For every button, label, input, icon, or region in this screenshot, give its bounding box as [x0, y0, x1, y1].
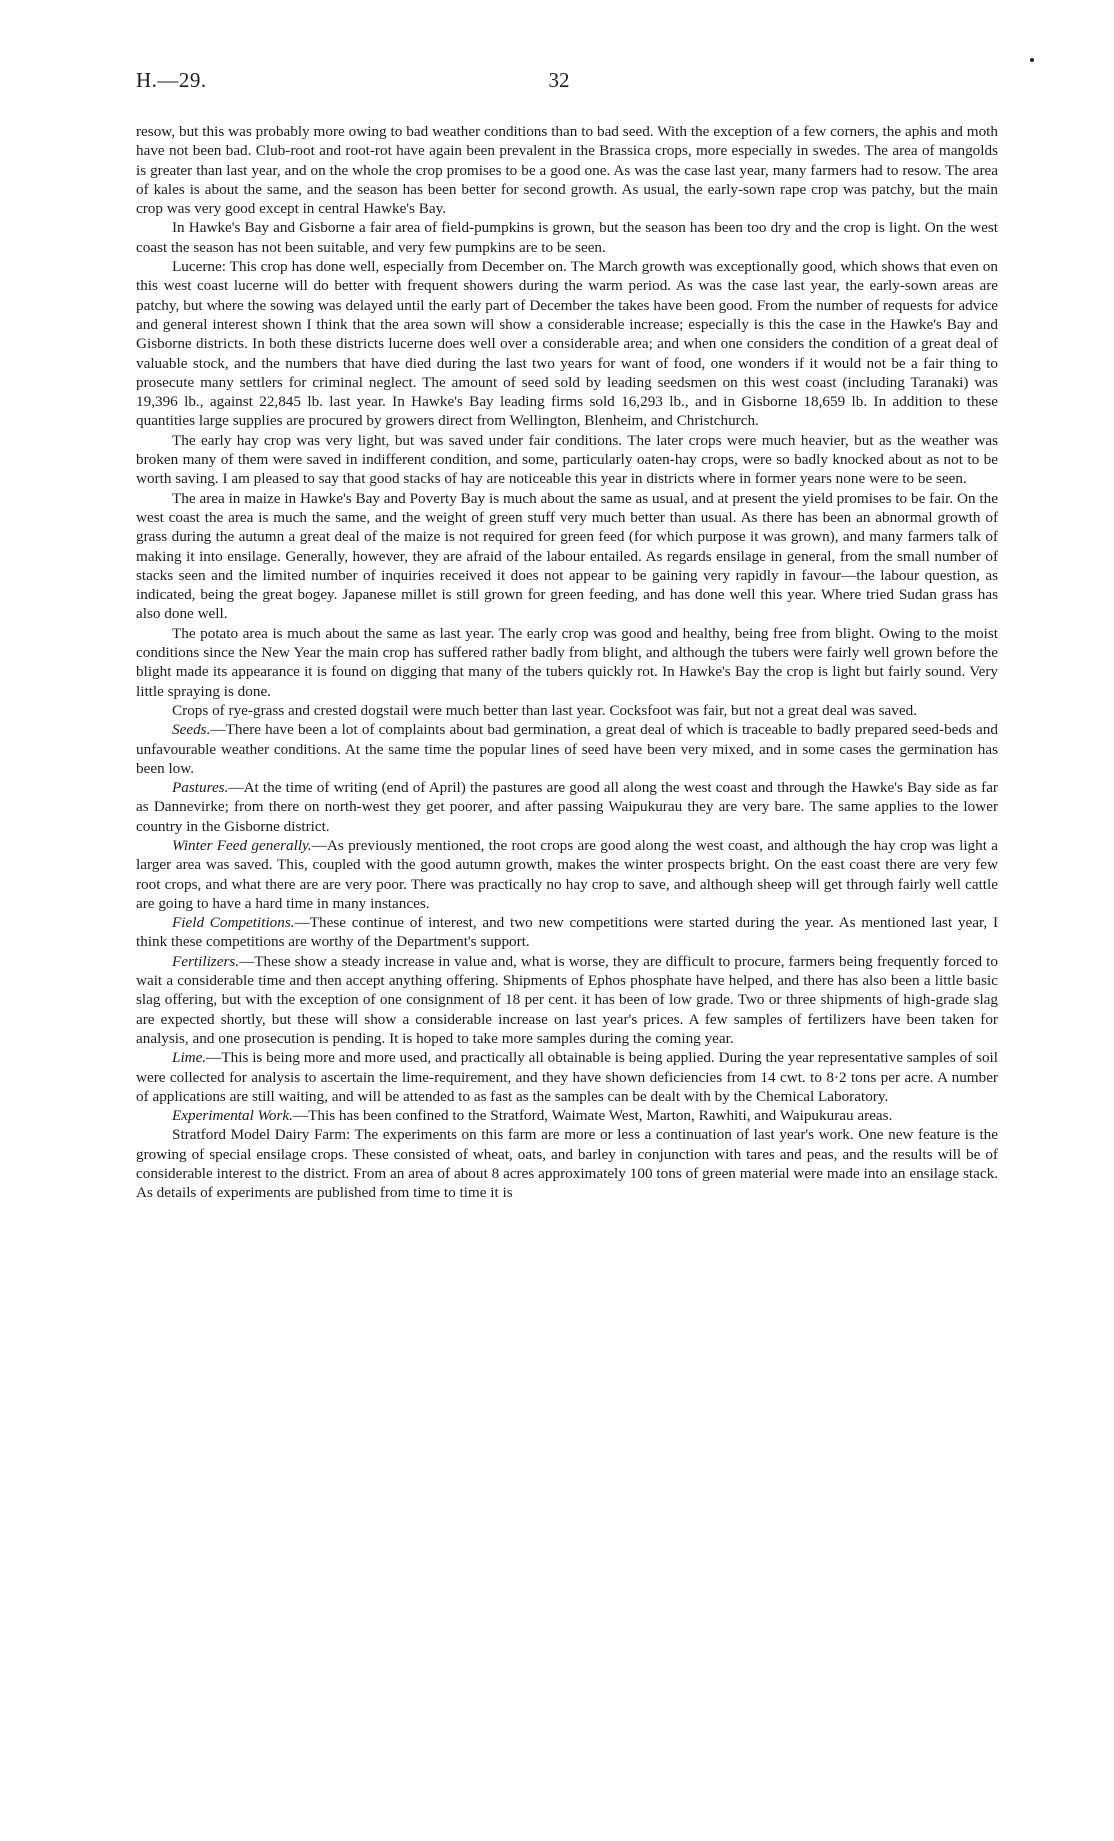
paragraph	[136, 218, 998, 257]
paragraph-text: Crops of rye-grass and crested dogstail were much better than last year. Cocksfoot was fair, but not a great deal was saved.	[172, 701, 918, 719]
body-text	[136, 122, 998, 1203]
paragraph	[136, 624, 998, 701]
paragraph-text: The potato area is much about the same as last year. The early crop was good and healthy, being free from blight. Owing to the moist conditions since the New Year the main crop has suffered rather badly from blight, and although the tubers were fairly well grown before the blight made its appearance it is found on digging that many of the tubers quickly rot. In Hawke's Bay the crop is light but fairly sound. Very little spraying is done.	[136, 624, 998, 700]
paragraph-text: resow, but this was probably more owing to bad weather conditions than to bad seed. With the exception of a few corners, the aphis and moth have not been bad. Club-root and root-rot have again been prevalent in the Brassica crops, more especially in swedes. The area of mangolds is greater than last year, and on the whole the crop promises to be a good one. As was the case last year, many farmers had to resow. The area of kales is about the same, and the season has been better for second growth. As usual, the early-sown rape crop was patchy, but the main crop was very good except in central Hawke's Bay.	[136, 123, 998, 218]
paragraph-text: —There have been a lot of complaints about bad germination, a great deal of which is traceable to badly prepared seed-beds and unfavourable weather conditions. At the same time the popular lines of seed have been very mixed, and in some cases the germination has been low.	[136, 721, 998, 777]
section-lead: Winter Feed generally.	[172, 836, 312, 854]
section-lead: Fertilizers.	[172, 952, 240, 970]
paragraph-text: —This is being more and more used, and practically all obtainable is being applied. During the year representative samples of soil were collected for analysis to ascertain the lime-requirement, and they have shown deficiencies from 14 cwt. to 8·2 tons per acre. A number of applications are still waiting, and will be attended to as fast as the samples can be dealt with by the Chemical Laboratory.	[136, 1049, 998, 1105]
paragraph	[136, 257, 998, 431]
paragraph	[136, 489, 998, 624]
paragraph	[136, 913, 998, 952]
section-lead: Experimental Work.	[172, 1107, 293, 1125]
paragraph-text: —These continue of interest, and two new competitions were started during the year. As mentioned last year, I think these competitions are worthy of the Department's support.	[136, 914, 998, 951]
paragraph	[136, 701, 998, 720]
document-reference: H.—29.	[136, 68, 207, 92]
paragraph-text: Lucerne: This crop has done well, especially from December on. The March growth was exceptionally good, which shows that even on this west coast lucerne will do better with frequent showers during the warm period. As was the case last year, the early-sown areas are patchy, but where the sowing was delayed until the early part of December the takes have been good. From the number of requests for advice and general interest shown I think that the area sown will show a considerable increase; especially is this the case in the Hawke's Bay and Gisborne districts. In both these districts lucerne does well over a considerable area; and when one considers the condition of a great deal of valuable stock, and the numbers that have died during the last two years for want of food, one wonders if it would not be a fair thing to prosecute many settlers for criminal neglect. The amount of seed sold by leading seedsmen on this west coast (including Taranaki) was 19,396 lb., against 22,845 lb. last year. In Hawke's Bay leading firms sold 16,293 lb., and in Gisborne 18,659 lb. In addition to these quantities large supplies are procured by growers direct from Wellington, Blenheim, and Christchurch.	[136, 258, 998, 430]
paragraph-text: —This has been confined to the Stratford, Waimate West, Marton, Rawhiti, and Waipukurau areas.	[292, 1107, 893, 1125]
paragraph-text: —These show a steady increase in value and, what is worse, they are difficult to procure, farmers being frequently forced to wait a considerable time and then accept anything offering. Shipments of Ephos phosphate have helped, and there has also been a little basic slag offering, but with the exception of one consignment of 18 per cent. it has been of low grade. Two or three shipments of high-grade slag are expected shortly, but these will show a considerable increase on last year's prices. A few samples of fertilizers have been taken for analysis, and one prosecution is pending. It is hoped to take more samples during the coming year.	[136, 952, 998, 1047]
paragraph	[136, 952, 998, 1048]
paragraph-text: Stratford Model Dairy Farm: The experiments on this farm are more or less a continuation of last year's work. One new feature is the growing of special ensilage crops. These consisted of wheat, oats, and barley in conjunction with tares and peas, and the results will be of considerable interest to the district. From an area of about 8 acres approximately 100 tons of green material were made into an ensilage stack. As details of experiments are published from time to time it is	[136, 1126, 998, 1202]
paragraph-text: The area in maize in Hawke's Bay and Poverty Bay is much about the same as usual, and at present the yield promises to be fair. On the west coast the area is much the same, and the weight of green stuff very much better than usual. As there has been an abnormal growth of grass during the autumn a great deal of the maize is not required for green feed (for which purpose it was grown), and many farmers talk of making it into ensilage. Generally, however, they are afraid of the labour entailed. As regards ensilage in general, from the small number of stacks seen and the limited number of inquiries received it does not appear to be gaining very rapidly in favour—the labour question, as indicated, being the great bogey. Japanese millet is still grown for green feeding, and has done well this year. Where tried Sudan grass has also done well.	[136, 489, 998, 623]
paragraph	[136, 836, 998, 913]
paragraph	[136, 720, 998, 778]
page-header	[136, 68, 982, 98]
paragraph	[136, 122, 998, 218]
section-lead: Pastures.	[172, 779, 229, 797]
section-lead: Lime.	[172, 1049, 207, 1067]
paragraph	[136, 778, 998, 836]
section-lead: Seeds.	[172, 721, 211, 739]
section-lead: Field Competitions.	[172, 914, 295, 932]
paragraph	[136, 431, 998, 489]
paragraph-text: —At the time of writing (end of April) the pastures are good all along the west coast and through the Hawke's Bay side as far as Dannevirke; from there on north-west they get poorer, and after passing Waipukurau they are very bare. The same applies to the lower country in the Gisborne district.	[136, 779, 998, 835]
paragraph-text: —As previously mentioned, the root crops are good along the west coast, and although the hay crop was light a larger area was saved. This, coupled with the good autumn growth, makes the winter prospects bright. On the east coast there are very few root crops, and what there are are very poor. There was practically no hay crop to save, and although sheep will get through fairly well cattle are going to have a hard time in many instances.	[136, 836, 998, 912]
paragraph-text: The early hay crop was very light, but was saved under fair conditions. The later crops were much heavier, but as the weather was broken many of them were saved in indifferent condition, and some, particularly oaten-hay crops, were so badly knocked about as not to be worth saving. I am pleased to say that good stacks of hay are noticeable this year in districts where in former years none were to be seen.	[136, 431, 998, 488]
paragraph	[136, 1106, 998, 1125]
paragraph-text: In Hawke's Bay and Gisborne a fair area of field-pumpkins is grown, but the season has been too dry and the crop is light. On the west coast the season has not been suitable, and very few pumpkins are to be seen.	[136, 219, 998, 256]
page-number: 32	[548, 68, 570, 92]
paragraph	[136, 1048, 998, 1106]
paragraph	[136, 1125, 998, 1202]
margin-dot	[1030, 58, 1034, 62]
